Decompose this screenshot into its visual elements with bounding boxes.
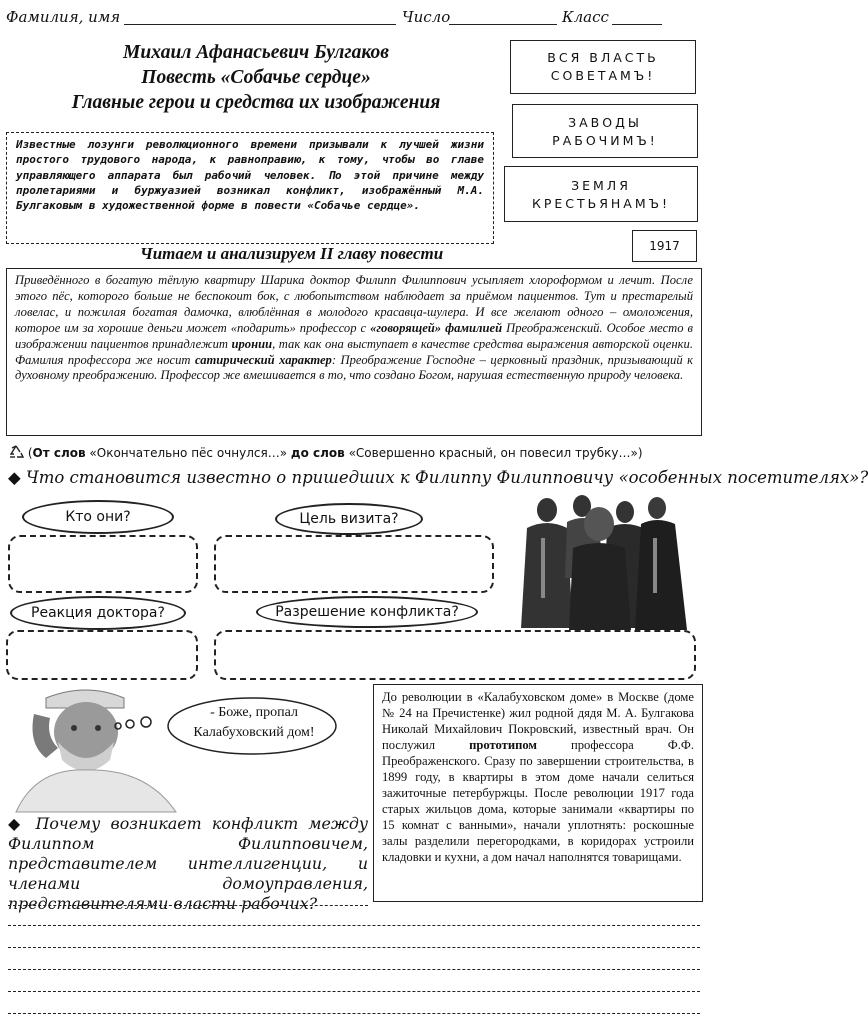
to-label: до слов — [290, 446, 345, 460]
question-2 — [8, 814, 368, 914]
answer-line[interactable] — [8, 1013, 700, 1014]
info-box — [373, 684, 703, 902]
slogan-soviets — [510, 40, 696, 94]
question-1 — [8, 468, 868, 487]
diamond-icon: ◆ — [8, 468, 21, 487]
surname-label: Фамилия, имя — [6, 8, 121, 26]
answer-line[interactable] — [8, 969, 700, 970]
date-blank[interactable] — [449, 6, 557, 25]
info-text: профессора Ф.Ф. Преображенского. Сразу по завершении строительства, в 1899 году, в квартиры в этом доме начали селиться зажиточные петербуржцы. После революции 1917 года старых жильцов дома, которые занимали «квартиры по 15 комнат с ванными», начали уплотнять: роскошные залы разделили перегородками, в коридорах устроили кладовки и кухни, а дом начал наполнятся товарищами. — [382, 738, 694, 864]
reading-summary — [6, 268, 702, 436]
reading-text: : Преображение Господне – церковный праздник, призывающий к духовному преображению. Профессор же вмешивается в то, что создано Богом, нарушая естественную природу человека. — [15, 352, 693, 383]
slogan-line: СОВЕТАМЪ! — [550, 68, 656, 83]
title-topic: Главные герои и средства их изображения — [71, 92, 441, 113]
answer-line[interactable] — [8, 905, 368, 906]
answer-line[interactable] — [8, 947, 700, 948]
reading-text: , так как она выступает в качестве средства выражения авторской оценки. Фамилия профессора же носит — [15, 336, 693, 367]
reading-emphasis: «говорящей» фамилией — [370, 320, 503, 335]
from-text: «Окончательно пёс очнулся…» — [89, 446, 288, 460]
answer-line[interactable] — [8, 925, 700, 926]
info-text: До революции в «Калабуховском доме» в Москве (доме № 24 на Пречистенке) жил родной дядя М. А. Булгакова Николай Михайлович Покровский, известный врач. Он послужил — [382, 690, 694, 752]
answer-line[interactable] — [8, 991, 700, 992]
excerpt-range: (От слов «Окончательно пёс очнулся…» до слов «Совершенно красный, он повесил трубку…») — [8, 445, 708, 460]
from-label: От слов — [32, 446, 86, 460]
page-title — [10, 40, 502, 115]
title-work: Повесть «Собачье сердце» — [141, 67, 371, 88]
speech-text: - Боже, пропал Калабуховский дом! — [193, 705, 315, 740]
reading-text: Преображенский. Особое место в изображении пациентов принадлежит — [15, 320, 694, 351]
class-blank[interactable] — [612, 6, 662, 25]
student-header — [6, 6, 706, 28]
slogan-line: РАБОЧИМЪ! — [552, 133, 658, 148]
answer-box-reaction[interactable] — [6, 630, 198, 680]
answer-box-resolution[interactable] — [214, 630, 696, 680]
class-label: Класс — [562, 8, 609, 26]
answer-box-purpose[interactable] — [214, 535, 494, 593]
surname-blank[interactable] — [124, 6, 396, 25]
oval-resolution: Разрешение конфликта? — [256, 596, 478, 628]
diamond-icon: ◆ — [8, 814, 26, 833]
reading-emphasis: сатирический характер — [194, 352, 332, 367]
reading-text: Приведённого в богатую тёплую квартиру Шарика доктор Филипп Филиппович усыпляет хлороформом и лечит. После этого пёс, которого больше не беспокоит бок, с любопытством наблюдает за приёмом пациентов. Тут и престарелый ловелас, и пожилая богатая дамочка, влюблённая в молодого красавца-шулера. И все желают одного – омоложения, которое им за хорошие деньги может «подарить» профессор с — [15, 273, 693, 335]
intro-text: Известные лозунги революционного времени призывали к лучшей жизни простого трудового народа, к равноправию, к тому, чтобы во главе управляющего аппарата был рабочий человек. По этой причине между пролетариями и буржуазией возникал конфликт, изображённый М.А. Булгаковым в художественной форме в повести «Собачье сердце». — [6, 132, 494, 244]
oval-who: Кто они? — [22, 500, 174, 534]
slogan-line: КРЕСТЬЯНАМЪ! — [531, 196, 671, 211]
question-2-text: Почему возникает конфликт между Филиппом Филипповичем, представителем интеллигенции, и членами домоуправления, представителями власти рабочих? — [8, 814, 368, 913]
slogan-factories — [512, 104, 698, 158]
oval-purpose: Цель визита? — [275, 503, 423, 535]
answer-box-who[interactable] — [8, 535, 198, 593]
info-emphasis: прототипом — [469, 738, 537, 752]
year-box: 1917 — [632, 230, 697, 262]
date-label: Число — [402, 8, 451, 26]
title-author: Михаил Афанасьевич Булгаков — [123, 42, 389, 63]
section-subtitle: Читаем и анализируем II главу повести — [140, 244, 444, 263]
oval-reaction: Реакция доктора? — [10, 596, 186, 630]
slogan-land — [504, 166, 698, 222]
slogan-line: ВСЯ ВЛАСТЬ — [547, 50, 659, 65]
to-text: «Совершенно красный, он повесил трубку…» — [348, 446, 638, 460]
recycle-icon — [8, 445, 24, 459]
slogan-line: ЗЕМЛЯ — [571, 178, 631, 193]
question-1-text: Что становится известно о пришедших к Филиппу Филипповичу «особенных посетителях»? — [25, 468, 868, 487]
reading-emphasis: иронии — [231, 336, 273, 351]
visitors-photo — [507, 488, 703, 630]
slogan-line: ЗАВОДЫ — [568, 115, 642, 130]
